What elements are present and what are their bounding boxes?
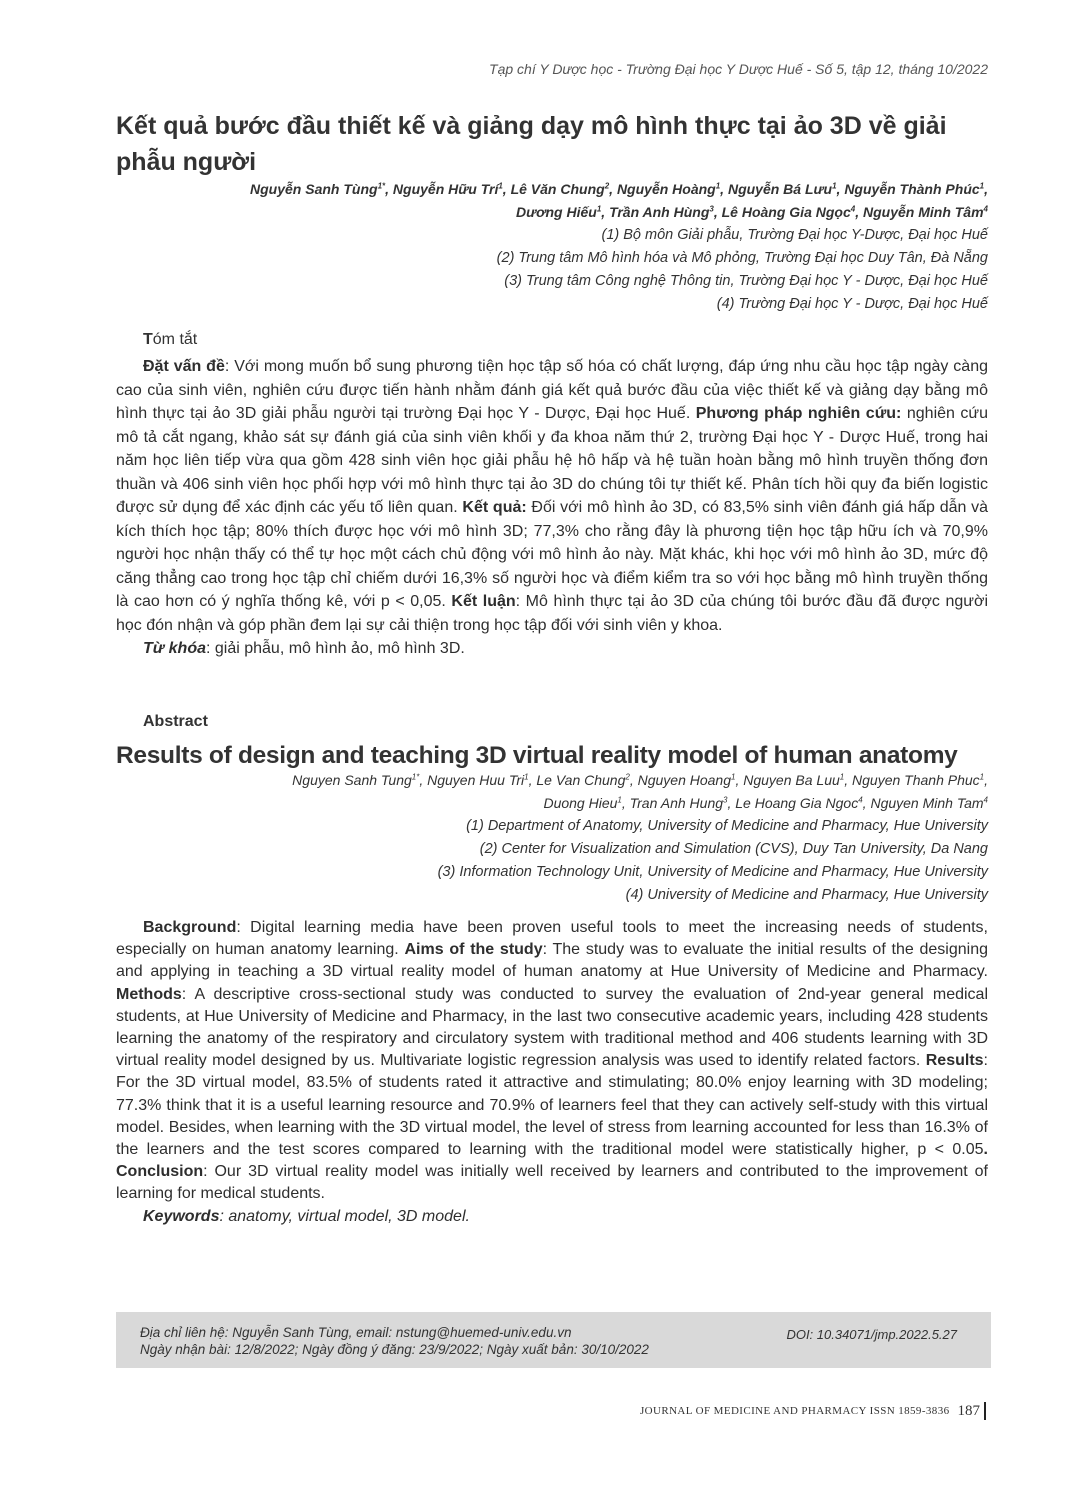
english-authors-block [292,769,988,907]
journal-name: JOURNAL OF MEDICINE AND PHARMACY ISSN 1859-3836 [639,1405,950,1417]
journal-footer [640,1402,986,1420]
author-affil-mark: 1* [377,181,386,191]
vietnamese-authors-block [250,178,988,316]
author-name: Nguyễn Bá Lưu [727,181,833,197]
author-name: Le Hoang Gia Ngoc [735,795,859,811]
abstract-text: Đối với mô hình ảo 3D, có 83,5% sinh viên đánh giá hấp dẫn và kích thích học tập; 80% thích được học với mô hình 3D; 77,3% cho rằng đây là phương tiện học tập hữu ích và 70,9% người học nhận thấy có thể tự học một cách chủ động với mô hình ảo này. Mặt khác, khi học với mô hình ảo 3D, mức độ căng thẳng cao trong học tập chỉ chiếm dưới 16,3% số người học và điểm kiểm tra so với học bằng mô hình truyền thống là cao hơn có ý nghĩa thống kê, với p < 0,05. [116,499,989,610]
english-title: Results of design and teaching 3D virtual reality model of human anatomy [116,742,958,769]
abstract-text: : Digital learning media have been proven useful tools to meet the increasing needs of students, especially on human anatomy learning. [116,919,988,959]
author-name: Nguyen Minh Tam [870,795,984,811]
abstract-text: : For the 3D virtual model, 83.5% of students rated it attractive and stimulating; 80.0% enjoy learning with 3D modeling; 77.3% think that it is a useful learning resource and 70.9% of learners feel that they can actively self-study with this virtual model. Besides, when learning with the 3D virtual model, the level of stress from learning accounted for less than 16.3% of the learners and the test scores compared to learning with the traditional model were statistically higher, p < 0.05 [116,1052,988,1159]
contact-box [116,1312,991,1368]
author-name: Nguyễn Hoàng [616,181,716,197]
abstract-text: nghiên cứu mô tả cắt ngang, khảo sát sự đánh giá của sinh viên khối y đa khoa năm thứ 2, trường Đại học Y - Dược Huế, trong hai năm học liên tiếp vừa qua gồm 428 sinh viên học giải phẫu hệ hô hấp và hệ tuần hoàn bằng mô hình truyền thống đơn thuần và 406 sinh viên học phối hợp với mô hình thực tại ảo 3D do chúng tôi tự thiết kế. Phân tích hồi quy đa biến logistic được sử dụng để xác định các yếu tố liên quan. [116,405,989,516]
author-affil-mark: 1 [617,795,622,805]
author-name: Trần Anh Hùng [609,204,710,220]
author-list-line-2: Dương Hiếu$^1$, Trần Anh Hùng$^3$, Lê Hoàng Gia Ngọc$^4$, Nguyễn Minh Tâm$^4$ [515,204,988,220]
author-name: Lê Hoàng Gia Ngọc [721,204,851,220]
keywords-label: Từ khóa [143,640,206,657]
abstract-text: : Với mong muốn bổ sung phương tiện học tập số hóa có chất lượng, đáp ứng nhu cầu học tập ngày càng cao của sinh viên, nghiên cứu được tiến hành nhằm đánh giá kết quả bước đầu của việc thiết kế và giảng dạy bằng mô hình thực tại ảo 3D giải phẫu người tại trường Đại học Y - Dược, Đại học Huế. [116,358,988,422]
author-name: Tran Anh Hung [629,795,724,811]
author-affil-mark: 1 [596,204,602,214]
abstract-label: Kết luận [451,593,516,610]
author-name: Dương Hiếu [515,204,597,220]
affiliation: (4) University of Medicine and Pharmacy, Hue University [625,887,988,903]
author-name: Nguyễn Minh Tâm [862,204,984,220]
author-affil-mark: 1 [832,181,837,191]
author-affil-mark: 3 [709,204,714,214]
author-list-line-1: Nguyen Sanh Tung$^{1*}$, Nguyen Huu Tri$^1$, Le Van Chung$^2$, Nguyen Hoang$^1$, Nguyen Ba Luu$^1$, Nguyen Thanh Phuc$^1$, [292,772,988,788]
journal-header: Tạp chí Y Dược học - Trường Đại học Y Dược Huế - Số 5, tập 12, tháng 10/2022 [489,61,988,77]
vietnamese-abstract [116,355,988,661]
author-affil-mark: 3 [723,795,728,805]
author-affil-mark: 2 [625,772,630,782]
author-affil-mark: 1* [411,772,420,782]
keywords-text: : anatomy, virtual model, 3D model. [219,1207,470,1225]
author-name: Nguyễn Sanh Tùng [250,181,378,197]
author-affil-mark: 4 [850,204,856,214]
abstract-text: : A descriptive cross-sectional study was conducted to survey the evaluation of 2nd-year general medical students, at Hue University of Medicine and Pharmacy, in the last two consecutive academic years, including 428 students learning the anatomy of the respiratory and circulatory system with traditional method and 406 students learning with 3D virtual reality model designed by us. Multivariate logistic regression analysis was used to identify related factors. [116,985,988,1070]
author-affil-mark: 1 [715,181,721,191]
author-affil-mark: 1 [498,181,503,191]
contact-info [140,1324,649,1358]
author-affil-mark: 1 [839,772,845,782]
author-name: Lê Văn Chung [510,181,605,197]
abstract-text: : Our 3D virtual reality model was initially well received by learners and contributed to the improvement of learning for medical students. [116,1163,988,1203]
abstract-heading: Abstract [143,713,208,730]
author-affil-mark: 2 [604,181,610,191]
affiliation: (1) Department of Anatomy, University of Medicine and Pharmacy, Hue University [466,818,988,834]
author-list-line-1: Nguyễn Sanh Tùng$^{1*}$, Nguyễn Hữu Trí$^1$, Lê Văn Chung$^2$, Nguyễn Hoàng$^1$, Nguyễn Bá Lưu$^1$, Nguyễn Thành Phúc$^1$, [250,181,988,197]
dates-line: Ngày nhận bài: 12/8/2022; Ngày đồng ý đăng: 23/9/2022; Ngày xuất bản: 30/10/2022 [140,1342,649,1357]
author-name: Duong Hieu [543,795,618,811]
author-name: Nguyen Sanh Tung [292,772,412,788]
author-affil-mark: 4 [983,795,988,805]
abstract-text: : The study was to evaluate the initial results of the designing and applying in teaching a 3D virtual reality model of human anatomy at Hue University of Medicine and Pharmacy. [116,941,988,981]
vietnamese-title: Kết quả bước đầu thiết kế và giảng dạy mô hình thực tại ảo 3D về giải phẫu người [116,112,947,176]
affiliation: (2) Center for Visualization and Simulation (CVS), Duy Tan University, Da Nang [479,841,988,857]
keywords-label: Keywords [143,1207,220,1225]
abstract-label: Methods [116,985,182,1003]
affiliation: (3) Information Technology Unit, University of Medicine and Pharmacy, Hue University [437,864,988,880]
page-number-bar [984,1402,986,1420]
doi: DOI: 10.34071/jmp.2022.5.27 [786,1327,957,1342]
affiliation: (3) Trung tâm Công nghệ Thông tin, Trường Đại học Y - Dược, Đại học Huế [504,273,988,289]
affiliation: (1) Bộ môn Giải phẫu, Trường Đại học Y-Dược, Đại học Huế [601,227,988,243]
author-name: Nguyen Ba Luu [743,772,840,788]
affiliation: (2) Trung tâm Mô hình hóa và Mô phỏng, Trường Đại học Duy Tân, Đà Nẵng [496,250,988,266]
english-abstract [116,917,988,1228]
author-affil-mark: 4 [983,204,988,214]
abstract-label: . Conclusion [116,1141,988,1181]
author-affil-mark: 1 [979,181,985,191]
author-name: Nguyen Huu Tri [427,772,525,788]
abstract-label: Phương pháp nghiên cứu: [695,405,902,422]
vietnamese-keywords [116,637,988,661]
abstract-text: : Mô hình thực tại ảo 3D của chúng tôi bước đầu đã được người học đón nhận và góp phần đem lại sự cải thiện trong học tập đối với sinh viên y khoa. [116,593,989,634]
abstract-label: Background [143,919,237,936]
author-name: Nguyen Hoang [637,772,732,788]
author-affil-mark: 1 [731,772,736,782]
author-name: Nguyễn Thành Phúc [844,181,980,197]
author-name: Le Van Chung [536,772,626,788]
author-list-line-2: Duong Hieu$^1$, Tran Anh Hung$^3$, Le Hoang Gia Ngoc$^4$, Nguyen Minh Tam$^4$ [543,795,988,811]
author-affil-mark: 4 [858,795,863,805]
english-keywords [116,1206,988,1228]
tomtat-initial: T [143,331,153,348]
author-name: Nguyen Thanh Phuc [852,772,980,788]
abstract-label: Kết quả: [462,499,527,516]
author-affil-mark: 1 [979,772,985,782]
keywords-text: : giải phẫu, mô hình ảo, mô hình 3D. [205,640,465,657]
abstract-label: Đặt vấn đề [143,358,225,375]
tomtat-rest: óm tắt [152,331,198,348]
abstract-label: Aims of the study [404,941,543,959]
affiliation: (4) Trường Đại học Y - Dược, Đại học Huế [716,296,988,312]
tomtat-heading [143,331,197,349]
contact-line: Địa chỉ liên hệ: Nguyễn Sanh Tùng, email: nstung@huemed-univ.edu.vn [140,1325,572,1340]
abstract-label: Results [925,1052,984,1070]
author-affil-mark: 1 [524,772,529,782]
page-number: 187 [957,1402,980,1419]
author-name: Nguyễn Hữu Trí [392,181,499,197]
